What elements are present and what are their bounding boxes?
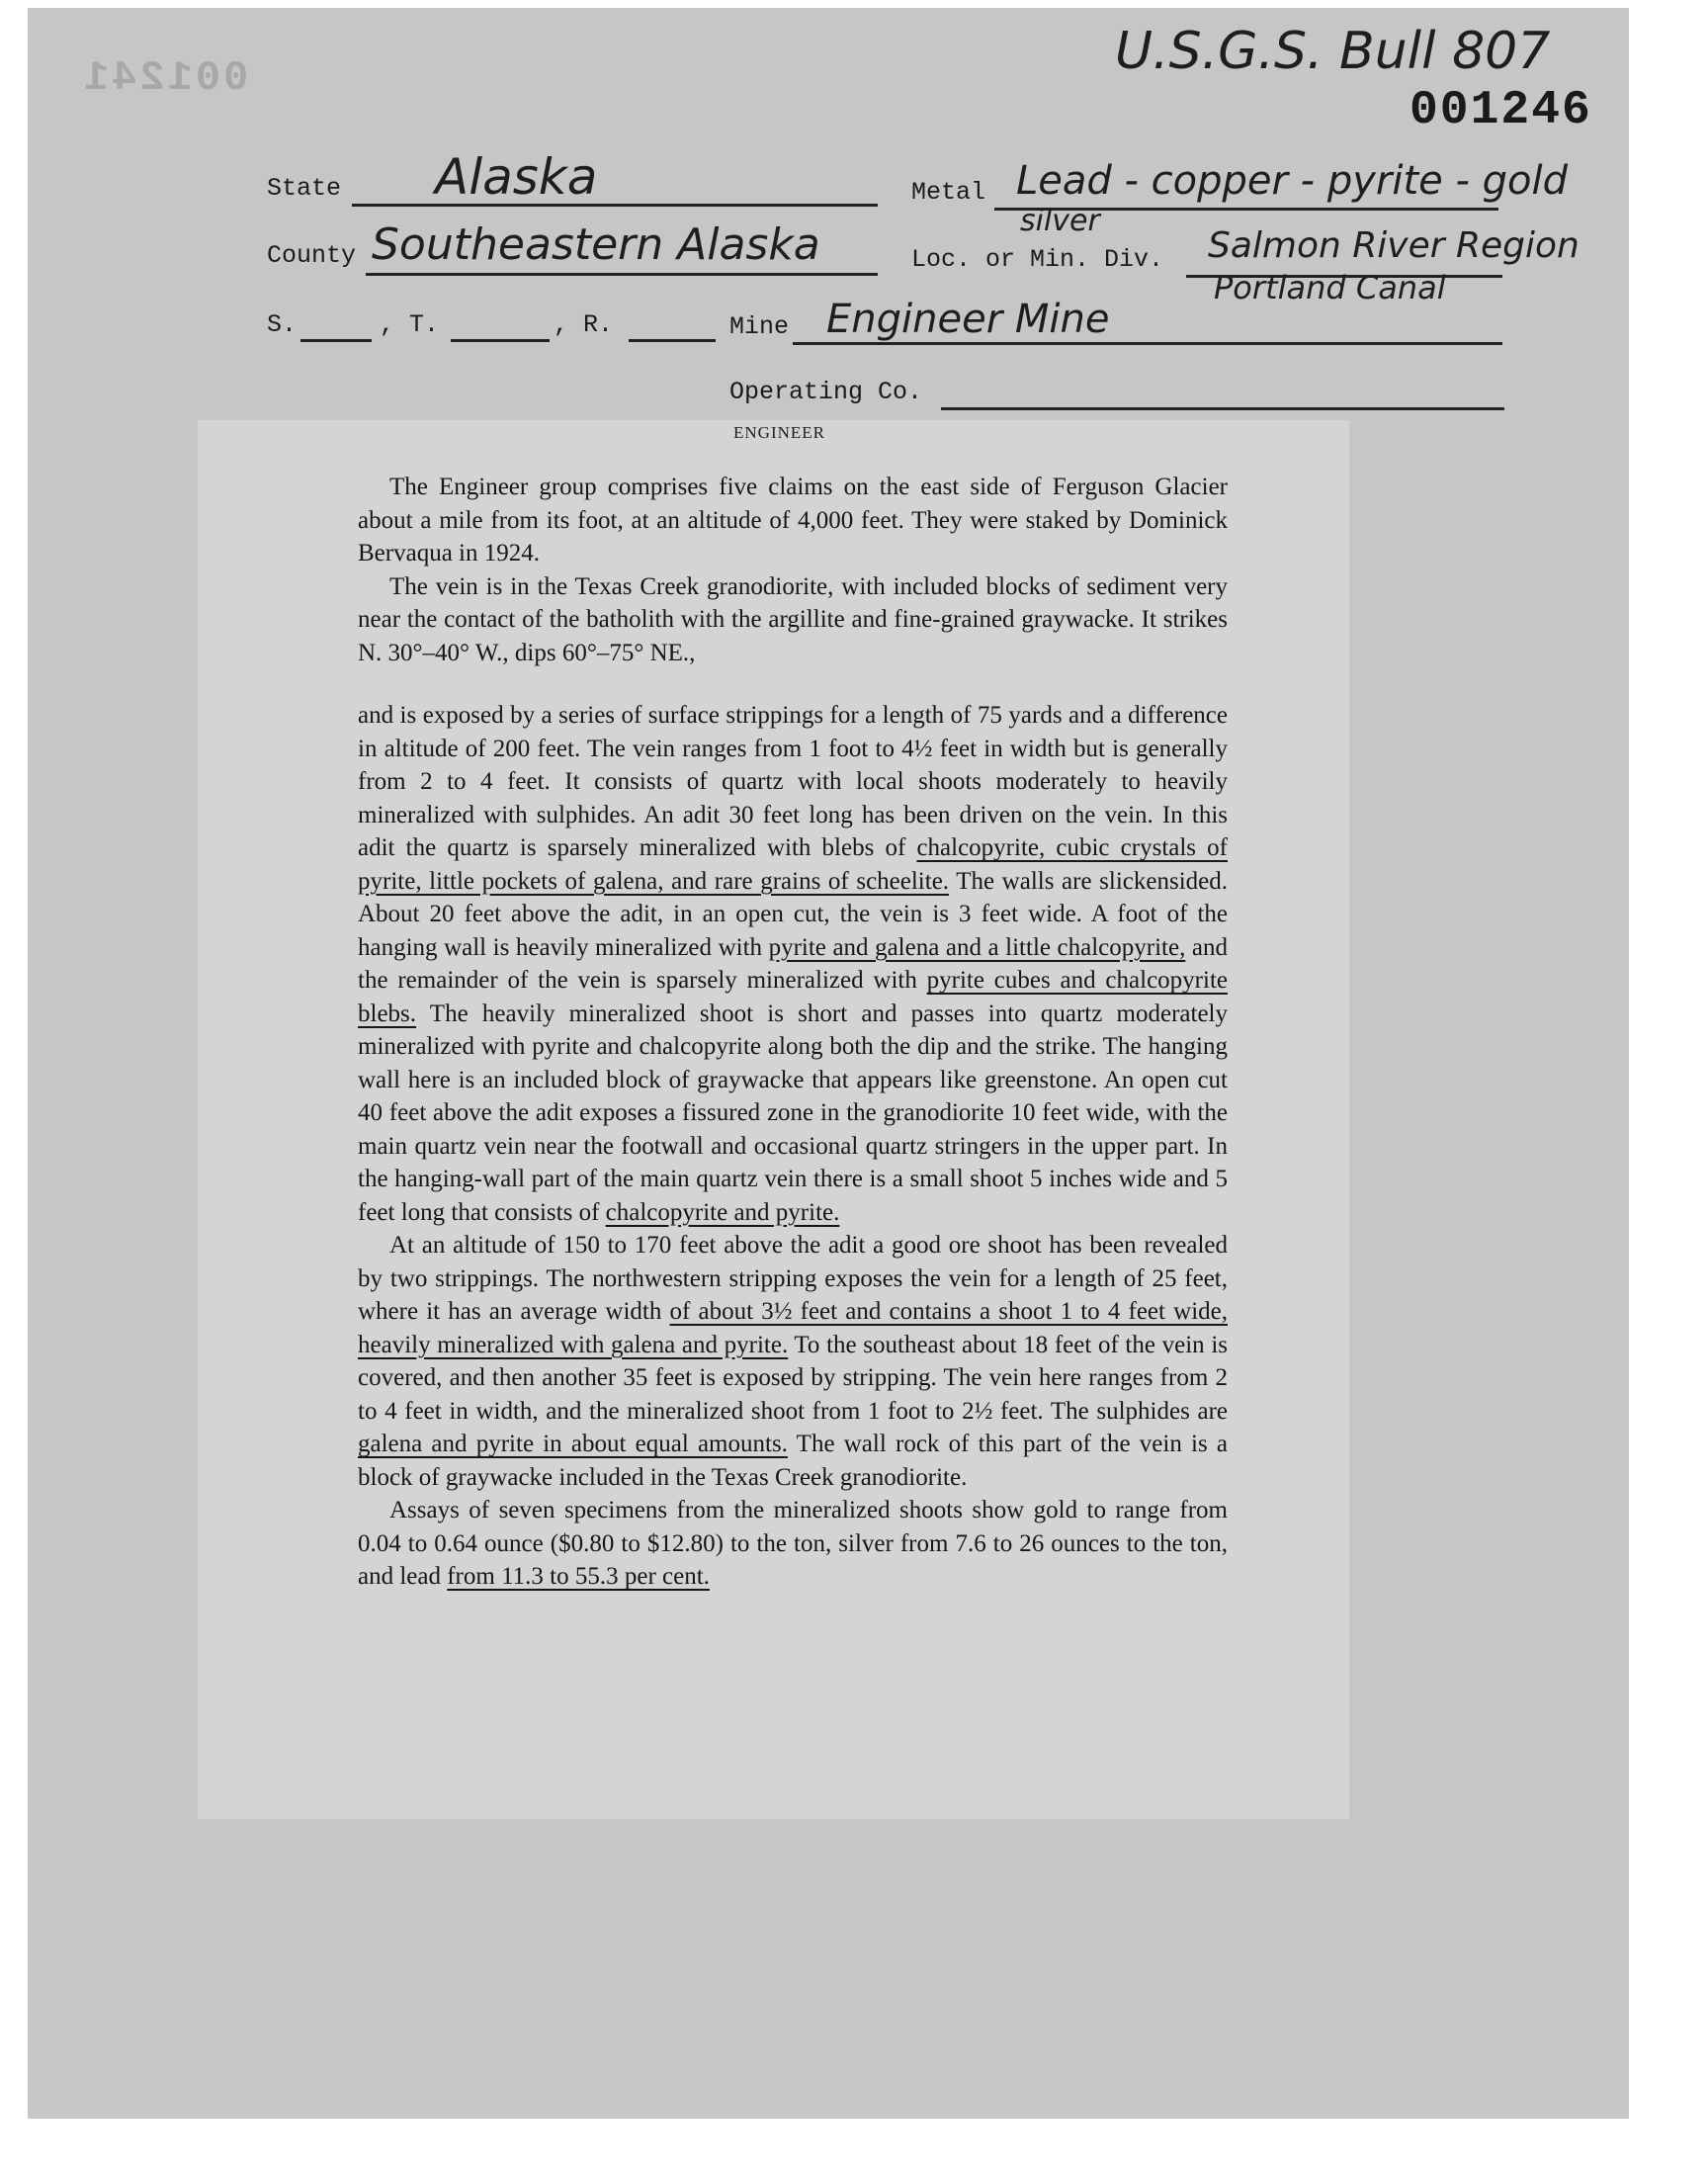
mine-label: Mine	[729, 312, 790, 341]
township-line	[451, 339, 550, 342]
county-line	[366, 273, 878, 276]
metal-value-secondary: silver	[1020, 204, 1100, 238]
operating-company-line	[941, 407, 1504, 410]
metal-label: Metal	[911, 178, 986, 207]
underlined-passage: chalcopyrite, cubic crystals of pyrite, little pockets of galena, and rare grains of scheelite.	[358, 834, 1228, 895]
range-label: , R.	[554, 310, 614, 339]
underlined-passage: from 11.3 to 55.3 per cent.	[447, 1563, 710, 1590]
state-label: State	[267, 174, 342, 203]
underlined-passage: pyrite and galena and a little chalcopyrite,	[768, 933, 1186, 961]
article-body	[358, 471, 1228, 1594]
paragraph-3: and is exposed by a series of surface strippings for a length of 75 yards and a difference in altitude of 200 feet. The vein ranges from 1 foot to 4½ feet in width but is generally from 2 to 4 feet. It consists of quartz with local shoots moderately to heavily mineralized with sulphides. An adit 30 feet long has been driven on the vein. In this adit the quartz is sparsely mineralized with blebs of chalcopyrite, cubic crystals of pyrite, little pockets of galena, and rare grains of scheelite. The walls are slickensided. About 20 feet above the adit, in an open cut, the vein is 3 feet wide. A foot of the hanging wall is heavily mineralized with pyrite and galena and a little chalcopyrite, and the remainder of the vein is sparsely mineralized with pyrite cubes and chalcopyrite blebs. The heavily mineralized shoot is short and passes into quartz moderately mineralized with pyrite and chalcopyrite along both the dip and the strike. The hanging wall here is an included block of graywacke that appears like greenstone. An open cut 40 feet above the adit exposes a fissured zone in the granodiorite 10 feet wide, with the main quartz vein near the footwall and occasional quartz stringers in the upper part. In the hanging-wall part of the main quartz vein there is a small shoot 5 inches wide and 5 feet long that consists of chalcopyrite and pyrite.	[358, 702, 1228, 1226]
article-title: ENGINEER	[733, 423, 825, 442]
loc-label: Loc. or Min. Div.	[911, 245, 1164, 274]
range-line	[629, 339, 716, 342]
mine-line	[793, 342, 1502, 345]
paragraph-2: The vein is in the Texas Creek granodiorite, with included blocks of sediment very near the contact of the batholith with the argillite and fine-grained graywacke. It strikes N. 30°–40° W., dips 60°–75° NE.,	[358, 572, 1228, 666]
underlined-passage: galena and pyrite in about equal amounts.	[358, 1431, 788, 1457]
paragraph-5: Assays of seven specimens from the mineralized shoots show gold to range from 0.04 to 0.64 ounce ($0.80 to $12.80) to the ton, silver from 7.6 to 26 ounces to the ton, and lead from 11.3 to 55.3 per cent.	[358, 1497, 1228, 1590]
mine-value: Engineer Mine	[826, 297, 1110, 342]
county-value: Southeastern Alaska	[372, 219, 820, 270]
section-label: S.	[267, 310, 298, 339]
paragraph-4: At an altitude of 150 to 170 feet above the adit a good ore shoot has been revealed by two strippings. The northwestern stripping exposes the vein for a length of 25 feet, where it has an average width of about 3½ feet and contains a shoot 1 to 4 feet wide, heavily mineralized with galena and pyrite. To the southeast about 18 feet of the vein is covered, and then another 35 feet is exposed by stripping. The vein here ranges from 2 to 4 feet in width, and the mineralized shoot from 1 foot to 2½ feet. The sulphides are galena and pyrite in about equal amounts. The wall rock of this part of the vein is a block of graywacke included in the Texas Creek granodiorite.	[358, 1232, 1229, 1491]
loc-value-secondary: Portland Canal	[1214, 269, 1446, 306]
state-line	[352, 204, 878, 207]
handwritten-reference: U.S.G.S. Bull 807	[1115, 22, 1551, 81]
mirrored-stamp: 001241	[81, 54, 249, 102]
underlined-passage: chalcopyrite and pyrite.	[605, 1198, 840, 1226]
document-code: 001246	[1409, 84, 1592, 137]
paragraph-1: The Engineer group comprises five claims on the east side of Ferguson Glacier about a mile from its foot, at an altitude of 4,000 feet. They were staked by Dominick Bervaqua in 1924.	[358, 474, 1228, 566]
underlined-passage: of about 3½ feet and contains a shoot 1 to 4 feet wide, heavily mineralized with galena and pyrite.	[358, 1298, 1228, 1358]
underlined-passage: pyrite cubes and chalcopyrite blebs.	[358, 967, 1228, 1027]
loc-value: Salmon River Region	[1208, 225, 1580, 266]
metal-value: Lead - copper - pyrite - gold	[1016, 158, 1568, 204]
county-label: County	[267, 241, 357, 270]
operating-company-label: Operating Co.	[729, 378, 923, 406]
state-value: Alaska	[435, 148, 598, 206]
township-label: , T.	[380, 310, 440, 339]
section-line	[300, 339, 372, 342]
